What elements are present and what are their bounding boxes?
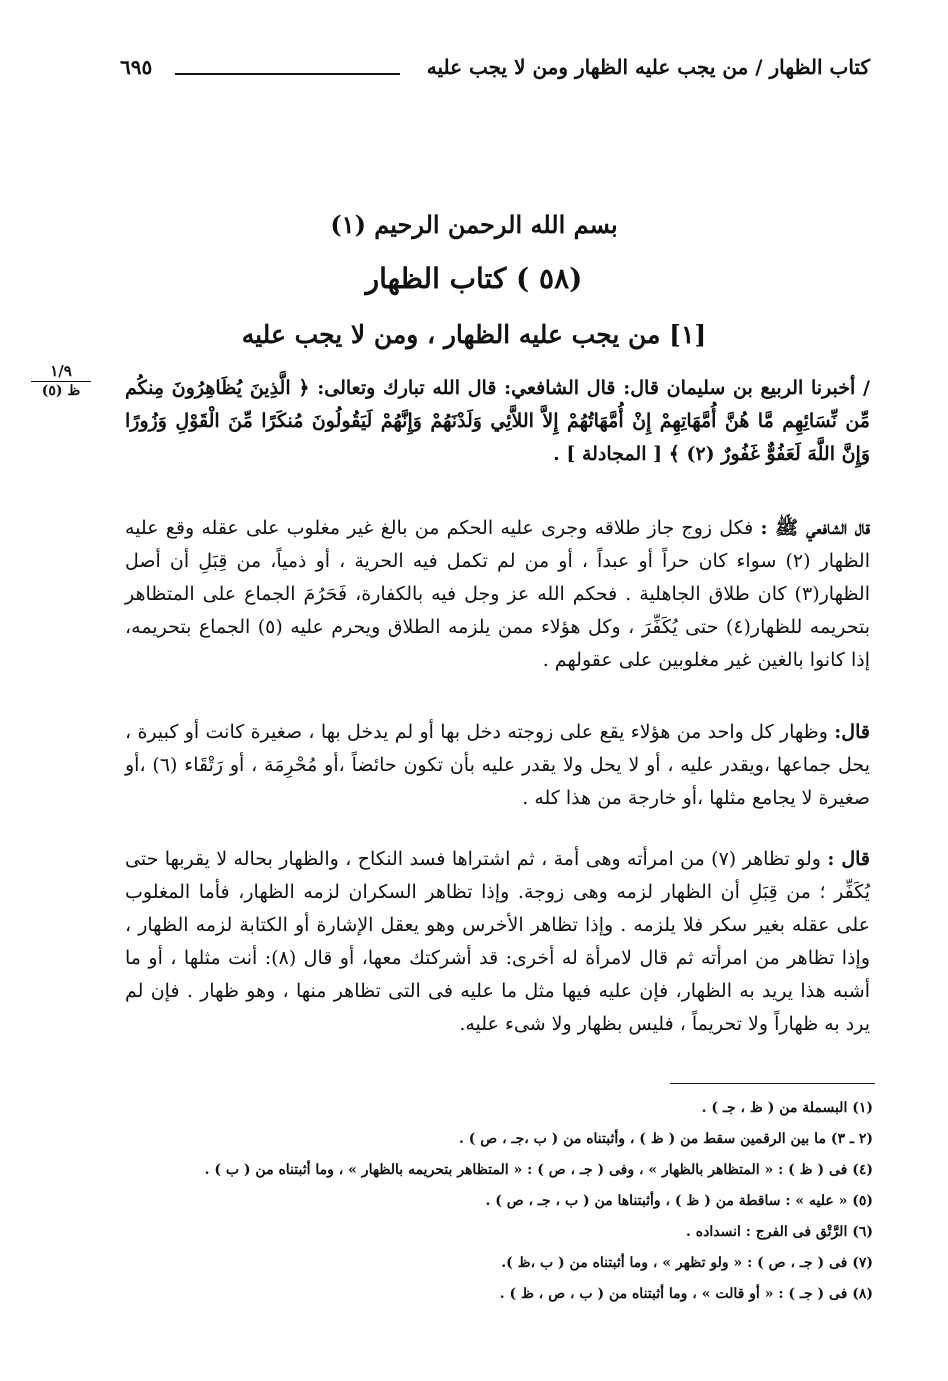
page-number: ٦٩٥ — [120, 55, 153, 79]
paragraph-text: فكل زوج جاز طلاقه وجرى عليه الحكم من بالغ غير مغلوب على عقله وقع عليه الظهار (٢) سواء كان حراً أو عبداً ، أو من لم تكمل فيه الحرية ، أو ذمياً، من قِبَلِ أن أصل الظهار(٣) كان طلاق الجاهلية . فحكم الله عز وجل فيه بالكفارة، فَحَرُمَ الجماع على المتظاهر بتحريمه للظهار(٤) حتى يُكَفِّرَ ، وكل هؤلاء ممن يلزمه الطلاق ويحرم عليه (٥) الجماع بتحريمه، إذا كانوا بالغين غير مغلوبين على عقولهم . — [125, 517, 871, 671]
footnote: (٤) فى ( ظ ) : « المتظاهر بالظهار » ، وفى ( جـ ، ص ) : « المتظاهر بتحريمه بالظهار » ، وما أثبتناه من ( ب ) . — [204, 1162, 873, 1178]
folio-divider — [31, 381, 91, 382]
header-rule — [175, 73, 400, 75]
footnote: (٧) فى ( جـ ، ص ) : « ولو تظهر » ، وما أثبتناه من ( ب ،ظ ). — [501, 1255, 873, 1271]
book-title: (٥٨ ) كتاب الظهار — [365, 262, 583, 295]
paragraph-lead: قال : — [827, 848, 870, 870]
footnote: (٦) الرَّتْق فى الفرج : انسداده . — [686, 1224, 873, 1240]
footnote: (٢ ـ ٣) ما بين الرقمين سقط من ( ظ ) ، وأثبتناه من ( ب ،جـ ، ص ) . — [459, 1131, 873, 1147]
paragraph-zihar-cases — [125, 843, 870, 1041]
paragraph-shafii-ruling — [125, 512, 870, 677]
footnotes — [125, 1093, 873, 1310]
footnote: (٥) « عليه » : ساقطة من ( ظ ) ، وأثبتناها من ( ب ، جـ ، ص ) . — [485, 1193, 873, 1209]
basmala: بسم الله الرحمن الرحيم (١) — [330, 210, 618, 239]
paragraph-text: وظهار كل واحد من هؤلاء يقع على زوجته دخل بها أو لم يدخل بها ، صغيرة كانت أو كبيرة ، يحل جماعها ،ويقدر عليه ، أو لا يحل ولا يقدر عليه بأن تكون حائضاً ،أو مُحْرِمَة ، أو رَتْقَاء (٦) ،أو صغيرة لا يجامع مثلها ،أو خارجة من هذا كله . — [125, 721, 870, 809]
manuscript-folio-note — [25, 362, 97, 399]
running-title: كتاب الظهار / من يجب عليه الظهار ومن لا يجب عليه — [426, 55, 870, 79]
folio-source: ظ (٥) — [41, 383, 81, 399]
chapter-title: [١] من يجب عليه الظهار ، ومن لا يجب عليه — [241, 320, 707, 349]
footnote: (١) البسملة من ( ظ ، جـ ) . — [701, 1100, 873, 1116]
paragraph-lead: قال: — [834, 721, 870, 743]
folio-number: ١/٩ — [50, 362, 72, 380]
running-header — [120, 55, 870, 89]
paragraph-zihar-wives — [125, 716, 870, 815]
paragraph-text: / أخبرنا الربيع بن سليمان قال: قال الشافعي: قال الله تبارك وتعالى: ﴿ الَّذِينَ يُظَاهِرُونَ مِنكُم مِّن نِّسَائِهِم مَّا هُنَّ أُمَّهَاتِهِمْ إِنْ أُمَّهَاتُهُمْ إِلاَّ اللاَّئِي وَلَدْنَهُمْ وَإِنَّهُمْ لَيَقُولُونَ مُنكَرًا مِّنَ الْقَوْلِ وَزُورًا وَإِنَّ اللَّهَ لَعَفُوٌّ غَفُورٌ (٢) ﴾ [ المجادلة ] . — [125, 377, 870, 465]
paragraph-quran-citation — [125, 372, 870, 471]
paragraph-lead: قال الشافعي ﷺ : — [760, 517, 870, 539]
footnote-separator — [670, 1083, 875, 1084]
paragraph-text: ولو تظاهر (٧) من امرأته وهى أمة ، ثم اشتراها فسد النكاح ، والظهار بحاله لا يقربها حتى يُكَفِّر ؛ من قِبَلِ أن الظهار لزمه وهى زوجة. وإذا تظاهر السكران لزمه الظهار، فأما المغلوب على عقله بغير سكر فلا يلزمه . وإذا تظاهر الأخرس وهو يعقل الإشارة أو الكتابة لزمه الظهار ، وإذا تظاهر من امرأته ثم قال لامرأة له أخرى: قد أشركتك معها، أو قال (٨): أنت مثلها ، أو ما أشبه هذا يريد به الظهار، فإن عليه فيها مثل ما عليه فى التى تظاهر منها ، وهو ظهار . فإن لم يرد به ظهاراً ولا تحريماً ، فليس بظهار ولا شىء عليه. — [125, 848, 870, 1035]
footnote: (٨) فى ( جـ ) : « أو قالت » ، وما أثبتناه من ( ب ، ص ، ظ ) . — [499, 1286, 873, 1302]
